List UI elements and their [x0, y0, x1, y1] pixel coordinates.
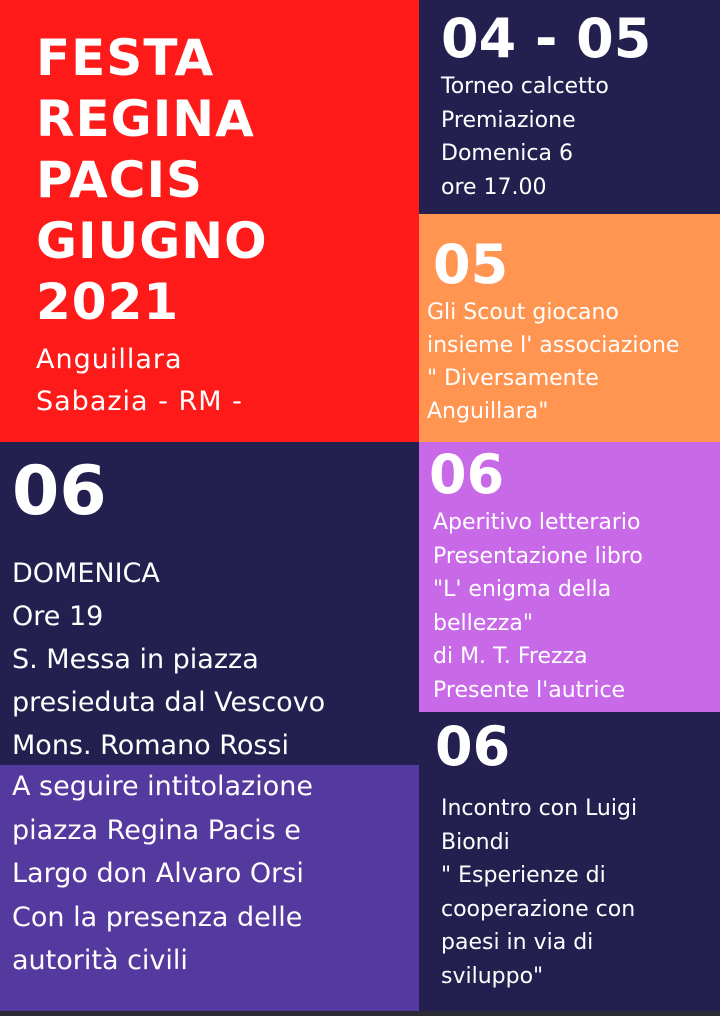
event-line: Anguillara"	[427, 399, 549, 424]
event-line: piazza Regina Pacis e	[12, 814, 301, 846]
event-line: Biondi	[441, 829, 510, 855]
event-line: Gli Scout giocano	[427, 300, 619, 325]
title-line: FESTA	[36, 29, 215, 87]
event-scout	[419, 214, 720, 442]
event-torneo	[419, 0, 720, 214]
event-line: Aperitivo letterario	[433, 510, 641, 535]
title-line: GIUGNO	[36, 212, 268, 270]
event-line: Torneo calcetto	[441, 74, 609, 99]
event-line: " Diversamente	[427, 366, 599, 391]
event-line: Ore 19	[12, 601, 104, 632]
event-aperitivo	[419, 442, 720, 712]
event-description	[433, 506, 720, 707]
event-line: " Esperienze di	[441, 863, 606, 888]
event-line: A seguire intitolazione	[12, 771, 313, 802]
event-description	[441, 70, 720, 204]
event-line: di M. T. Frezza	[433, 644, 588, 669]
location-line: Sabazia - RM -	[36, 386, 243, 417]
event-date: 06	[429, 443, 505, 506]
event-line: ore 17.00	[441, 174, 547, 200]
event-date: 06	[12, 452, 107, 531]
event-line: S. Messa in piazza	[12, 644, 259, 675]
title-line: 2021	[36, 273, 180, 331]
event-line: insieme l' associazione	[427, 333, 680, 358]
event-line: Domenica 6	[441, 141, 573, 166]
event-date: 06	[435, 715, 511, 778]
title-line: REGINA	[36, 90, 255, 148]
location-line: Anguillara	[36, 344, 183, 375]
event-line: cooperazione con	[441, 896, 636, 922]
event-line: DOMENICA	[12, 558, 160, 589]
event-line: paesi in via di	[441, 930, 594, 955]
event-line: Con la presenza delle	[12, 901, 303, 933]
festival-location	[36, 339, 419, 423]
event-line: Presentazione libro	[433, 543, 643, 569]
event-date: 04 - 05	[441, 7, 652, 70]
event-line: sviluppo"	[441, 963, 544, 989]
event-line: Largo don Alvaro Orsi	[12, 858, 304, 889]
event-description	[12, 552, 419, 765]
event-line: bellezza"	[433, 610, 533, 636]
event-date: 05	[433, 233, 509, 296]
festival-title	[36, 28, 419, 333]
event-description	[427, 296, 720, 428]
event-line: presieduta dal Vescovo	[12, 687, 326, 718]
bottom-divider	[0, 1011, 720, 1016]
event-description	[441, 792, 720, 993]
event-line: Premiazione	[441, 107, 576, 133]
event-line: Incontro con Luigi	[441, 796, 638, 821]
event-incontro	[419, 712, 720, 1011]
event-line: "L' enigma della	[433, 577, 612, 602]
title-block	[0, 0, 419, 442]
event-description	[12, 765, 419, 983]
title-line: PACIS	[36, 151, 204, 209]
event-line: autorità civili	[12, 945, 188, 976]
event-intitolazione	[0, 765, 419, 1011]
event-messa	[0, 442, 419, 765]
event-line: Mons. Romano Rossi	[12, 730, 289, 761]
event-line: Presente l'autrice	[433, 677, 626, 703]
